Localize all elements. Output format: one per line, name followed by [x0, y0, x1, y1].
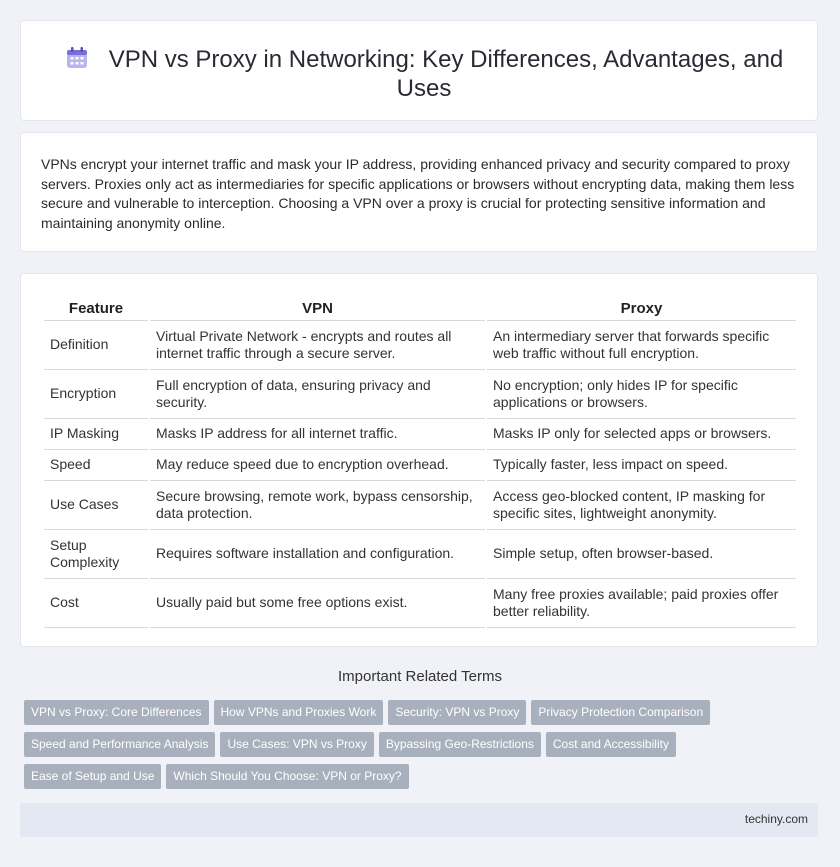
related-tag-link[interactable]: Speed and Performance Analysis [24, 732, 215, 757]
table-row [44, 419, 796, 450]
proxy-cell: Simple setup, often browser-based. [487, 530, 796, 579]
comparison-table-card [20, 273, 818, 647]
vpn-cell: May reduce speed due to encryption overhead. [150, 450, 485, 481]
related-tags-row-1 [24, 700, 824, 725]
related-tag-link[interactable]: Use Cases: VPN vs Proxy [220, 732, 373, 757]
column-header-feature: Feature [44, 296, 148, 321]
table-row [44, 481, 796, 530]
vpn-cell: Requires software installation and configuration. [150, 530, 485, 579]
footer-site-link[interactable]: techiny.com [744, 812, 808, 826]
related-tag-link[interactable]: Which Should You Choose: VPN or Proxy? [166, 764, 408, 789]
related-tag-link[interactable]: Privacy Protection Comparison [531, 700, 710, 725]
related-tags-row-2 [24, 732, 824, 757]
calendar-icon [65, 46, 89, 70]
vpn-cell: Secure browsing, remote work, bypass censorship, data protection. [150, 481, 485, 530]
footer-bar [20, 803, 818, 837]
column-header-vpn: VPN [150, 296, 485, 321]
column-header-proxy: Proxy [487, 296, 796, 321]
proxy-cell: An intermediary server that forwards specific web traffic without full encryption. [487, 321, 796, 370]
table-row [44, 530, 796, 579]
related-tag-link[interactable]: Cost and Accessibility [546, 732, 676, 757]
comparison-table [42, 296, 798, 628]
feature-cell: Speed [44, 450, 148, 481]
header-card [20, 20, 818, 121]
table-header-row [44, 296, 796, 321]
related-tag-link[interactable]: How VPNs and Proxies Work [214, 700, 384, 725]
feature-cell: Cost [44, 579, 148, 628]
related-tag-link[interactable]: Security: VPN vs Proxy [388, 700, 526, 725]
proxy-cell: Access geo-blocked content, IP masking for specific sites, lightweight anonymity. [487, 481, 796, 530]
table-row [44, 370, 796, 419]
related-tag-link[interactable]: Bypassing Geo-Restrictions [379, 732, 541, 757]
proxy-cell: Masks IP only for selected apps or browsers. [487, 419, 796, 450]
related-tags-row-3 [24, 764, 824, 789]
vpn-cell: Masks IP address for all internet traffic. [150, 419, 485, 450]
proxy-cell: Typically faster, less impact on speed. [487, 450, 796, 481]
feature-cell: Definition [44, 321, 148, 370]
page-title-wrap [61, 45, 787, 103]
related-tag-link[interactable]: Ease of Setup and Use [24, 764, 161, 789]
feature-cell: Use Cases [44, 481, 148, 530]
feature-cell: IP Masking [44, 419, 148, 450]
table-row [44, 450, 796, 481]
related-tag-link[interactable]: VPN vs Proxy: Core Differences [24, 700, 209, 725]
vpn-cell: Full encryption of data, ensuring privacy and security. [150, 370, 485, 419]
intro-card [20, 132, 818, 252]
table-row [44, 321, 796, 370]
proxy-cell: Many free proxies available; paid proxies offer better reliability. [487, 579, 796, 628]
proxy-cell: No encryption; only hides IP for specific applications or browsers. [487, 370, 796, 419]
intro-paragraph: VPNs encrypt your internet traffic and mask your IP address, providing enhanced privacy and security compared to proxy servers. Proxies only act as intermediaries for specific applications or browsers without encrypting data, making them less secure and vulnerable to interception. Choosing a VPN over a proxy is crucial for protecting sensitive information and maintaining anonymity online. [41, 156, 795, 231]
feature-cell: Encryption [44, 370, 148, 419]
vpn-cell: Virtual Private Network - encrypts and routes all internet traffic through a secure server. [150, 321, 485, 370]
page-title: VPN vs Proxy in Networking: Key Differences, Advantages, and Uses [108, 46, 784, 102]
related-terms-title: Important Related Terms [338, 668, 502, 685]
feature-cell: Setup Complexity [44, 530, 148, 579]
table-row [44, 579, 796, 628]
vpn-cell: Usually paid but some free options exist. [150, 579, 485, 628]
